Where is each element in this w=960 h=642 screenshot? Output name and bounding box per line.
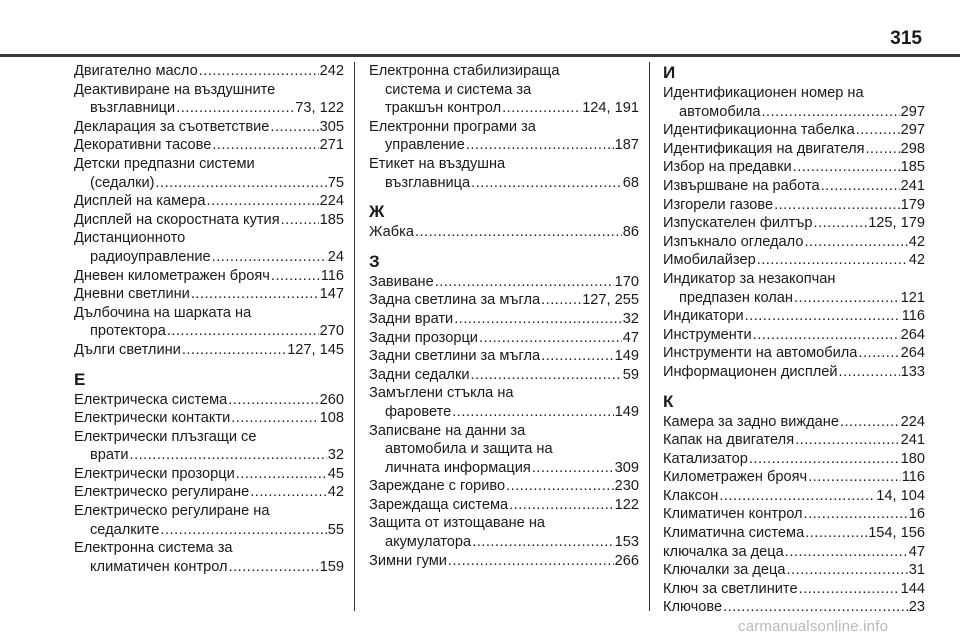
dot-leader [506, 477, 614, 496]
dot-leader [774, 196, 900, 215]
index-entry [663, 505, 925, 524]
dot-leader [130, 446, 327, 465]
index-entry [369, 384, 639, 421]
index-entry [74, 229, 344, 266]
index-entry [369, 62, 639, 118]
index-page-ref: 149 [614, 403, 639, 420]
index-entry-text: Задни врати [369, 310, 454, 327]
index-entry-text: Детски предпазни системи [74, 155, 255, 172]
index-entry [663, 307, 925, 326]
index-page-ref: 180 [900, 450, 925, 467]
index-entry-text: Деактивиране на въздушните [74, 81, 276, 98]
index-page-ref: 24 [327, 248, 344, 265]
index-entry-text: Жабка [369, 224, 414, 241]
index-letter-heading: И [663, 63, 676, 82]
index-entry [74, 428, 344, 465]
index-page-ref: 305 [319, 118, 344, 135]
index-entry-text: Декларация за съответствие [74, 118, 270, 135]
column-divider-1 [354, 62, 355, 611]
dot-leader [207, 192, 319, 211]
index-entry-text: тракшън контрол [385, 100, 502, 117]
dot-leader [229, 558, 319, 577]
dot-leader [270, 118, 318, 137]
dot-leader [212, 248, 327, 267]
index-entry [74, 211, 344, 230]
index-page-ref: 260 [319, 391, 344, 408]
index-entry-text: предпазен колан [679, 289, 793, 306]
index-entry [663, 524, 925, 543]
index-page-ref: 121 [900, 289, 925, 306]
index-entry-text: Декоративни тасове [74, 137, 212, 154]
index-entry [74, 391, 344, 410]
index-entry-text: Инструменти [663, 326, 752, 343]
index-entry-text: Климатичен контрол [663, 506, 803, 523]
index-page-ref: 264 [900, 326, 925, 343]
dot-leader [452, 403, 613, 422]
index-entry [74, 502, 344, 539]
index-page-ref: 42 [327, 484, 344, 501]
dot-leader [757, 251, 908, 270]
dot-leader [435, 273, 614, 292]
dot-leader [466, 136, 614, 155]
dot-leader [191, 285, 319, 304]
index-page-ref: 47 [622, 329, 639, 346]
index-page-ref: 127, 145 [287, 341, 344, 358]
index-entry [663, 468, 925, 487]
index-entry-text: Километражен брояч [663, 469, 808, 486]
index-page-ref: 149 [614, 348, 639, 365]
index-page-ref: 75 [327, 174, 344, 191]
dot-leader [236, 465, 327, 484]
index-entry-text: Дълбочина на шарката на [74, 304, 252, 321]
index-page-ref: 122 [614, 496, 639, 513]
index-page-ref: 23 [908, 599, 925, 616]
index-entry-text: Изгорели газове [663, 196, 774, 213]
dot-leader [479, 329, 622, 348]
index-page-ref: 108 [319, 410, 344, 427]
index-page-ref: 266 [614, 552, 639, 569]
index-entry [369, 422, 639, 478]
index-entry-text: Дистанционното [74, 230, 186, 247]
dot-leader [271, 267, 320, 286]
index-entry-text: Дисплей на скоростната кутия [74, 211, 280, 228]
index-entry-text: Електронна стабилизираща [369, 63, 560, 79]
dot-leader [167, 322, 319, 341]
index-entry-text: личната информация [385, 459, 531, 476]
index-entry-text: Електрическо регулиране на [74, 503, 270, 520]
index-column-2 [369, 62, 639, 570]
index-page-ref: 16 [908, 506, 925, 523]
index-page-ref: 270 [319, 323, 344, 340]
index-entry-text: Електрически контакти [74, 410, 231, 427]
index-letter-heading: Ж [369, 202, 385, 222]
index-column-3 [663, 62, 925, 617]
index-entry-text: Инструменти на автомобила [663, 345, 858, 362]
index-entry-text: управление [385, 137, 465, 154]
dot-leader [804, 233, 907, 252]
index-entry [663, 158, 925, 177]
index-entry [663, 413, 925, 432]
index-entry [369, 477, 639, 496]
dot-leader [415, 223, 622, 242]
index-page-ref: 271 [319, 137, 344, 154]
index-entry-text: система и система за [385, 81, 532, 98]
index-entry-text: Индикатор за незакопчан [663, 270, 836, 287]
index-entry-text: Идентификационен номер на [663, 85, 864, 101]
index-letter-heading: К [663, 391, 674, 411]
dot-leader [176, 99, 294, 118]
index-entry [663, 561, 925, 580]
index-entry-text: Защита от изтощаване на [369, 515, 546, 532]
index-entry-text: Клаксон [663, 487, 719, 504]
index-entry-text: фаровете [385, 403, 452, 420]
index-entry-text: Електрическо регулиране [74, 484, 250, 501]
index-entry-text: Електрическа система [74, 391, 228, 408]
index-entry [369, 273, 639, 292]
index-entry-text: Капак на двигателя [663, 432, 795, 449]
index-entry [663, 450, 925, 469]
index-entry [74, 483, 344, 502]
dot-leader [719, 487, 875, 506]
index-page-ref: 116 [901, 469, 925, 486]
index-page-ref: 124, 191 [582, 100, 639, 117]
index-entry [369, 291, 639, 310]
dot-leader [509, 496, 614, 515]
index-entry [369, 310, 639, 329]
index-page-ref: 224 [319, 193, 344, 210]
index-entry [663, 326, 925, 345]
index-page-ref: 116 [320, 267, 344, 284]
dot-leader [858, 344, 899, 363]
index-entry-text: Задни седалки [369, 366, 470, 383]
dot-leader [785, 543, 908, 562]
index-entry [369, 223, 639, 242]
index-entry [663, 251, 925, 270]
index-page-ref: 32 [327, 447, 344, 464]
index-entry-text: автомобила и защита на [385, 441, 553, 458]
index-entry-text: радиоуправление [90, 248, 211, 265]
index-entry [369, 552, 639, 571]
dot-leader [281, 211, 319, 230]
index-entry-text: възглавница [385, 174, 471, 191]
index-entry [369, 329, 639, 348]
dot-leader [454, 310, 622, 329]
dot-leader [749, 450, 900, 469]
dot-leader [799, 580, 900, 599]
index-page-ref: 185 [900, 159, 925, 176]
index-entry [74, 539, 344, 576]
page-number: 315 [890, 28, 922, 49]
index-entry-text: Етикет на въздушна [369, 155, 506, 172]
index-entry-text: автомобила [679, 103, 761, 120]
index-page-ref: 241 [900, 177, 925, 194]
index-letter-heading: Е [74, 369, 86, 389]
index-page-ref: 31 [908, 562, 925, 579]
index-entry-text: Климатична система [663, 525, 805, 542]
dot-leader [804, 505, 908, 524]
index-entry-text: Ключове [663, 599, 723, 616]
dot-leader [472, 533, 613, 552]
dot-leader [541, 291, 581, 310]
index-entry-text: Идентификационна табелка [663, 122, 855, 139]
index-page-ref: 230 [614, 478, 639, 495]
index-entry [74, 465, 344, 484]
index-entry [663, 196, 925, 215]
index-entry-text: Дневен километражен брояч [74, 267, 270, 284]
index-entry-text: Зареждаща система [369, 496, 509, 513]
index-entry [74, 304, 344, 341]
dot-leader [448, 552, 614, 571]
index-entry-text: Двигателно масло [74, 63, 198, 79]
index-entry [663, 177, 925, 196]
index-page-ref: 86 [622, 224, 639, 241]
index-entry [663, 598, 925, 617]
dot-leader [471, 366, 622, 385]
index-entry-text: Завиване [369, 273, 434, 290]
dot-leader [793, 158, 900, 177]
dot-leader [231, 409, 318, 428]
index-entry [369, 514, 639, 551]
index-entry [663, 121, 925, 140]
dot-leader [182, 341, 286, 360]
index-entry-text: възглавници [90, 100, 176, 117]
index-page-ref: 241 [900, 432, 925, 449]
index-entry-text: Дневни светлини [74, 286, 190, 303]
dot-leader [250, 483, 327, 502]
index-page-ref: 125, 179 [868, 215, 925, 232]
index-entry-text: ключалка за деца [663, 543, 784, 560]
index-entry [74, 136, 344, 155]
index-entry [74, 267, 344, 286]
dot-leader [839, 363, 900, 382]
dot-leader [821, 177, 900, 196]
index-page-ref: 14, 104 [876, 487, 925, 504]
index-entry [663, 543, 925, 562]
index-page-ref: 144 [900, 580, 925, 597]
column-divider-2 [649, 62, 650, 611]
index-entry-text: Електрически плъзгащи се [74, 428, 257, 445]
dot-leader [156, 174, 327, 193]
index-page-ref: 42 [908, 233, 925, 250]
index-entry-text: Записване на данни за [369, 422, 526, 439]
index-entry-text: Дълги светлини [74, 341, 181, 358]
index-entry [74, 81, 344, 118]
index-entry-text: Извършване на работа [663, 177, 820, 194]
index-page-ref: 116 [901, 308, 925, 325]
index-entry [74, 192, 344, 211]
index-entry-text: Информационен дисплей [663, 363, 838, 380]
index-entry-text: Замъглени стъкла на [369, 385, 514, 402]
index-entry [663, 84, 925, 121]
index-entry-text: Изпъкнало огледало [663, 233, 804, 250]
index-entry-text: Идентификация на двигателя [663, 140, 865, 157]
index-page-ref: 73, 122 [295, 100, 344, 117]
dot-leader [541, 347, 613, 366]
index-entry-text: протектора [90, 323, 166, 340]
index-page-ref: 297 [900, 122, 925, 139]
index-entry-text: Електронна система за [74, 540, 233, 557]
index-entry [663, 431, 925, 450]
index-column-1 [74, 62, 344, 576]
index-entry-text: седалките [90, 521, 160, 538]
index-entry [369, 347, 639, 366]
index-entry-text: Избор на предавки [663, 159, 792, 176]
index-entry [74, 62, 344, 81]
dot-leader [723, 598, 908, 617]
index-page-ref: 242 [319, 63, 344, 79]
dot-leader [212, 136, 318, 155]
index-page-ref: 298 [900, 140, 925, 157]
index-entry [74, 409, 344, 428]
index-page-ref: 297 [900, 103, 925, 120]
dot-leader [808, 468, 901, 487]
index-page-ref: 170 [614, 273, 639, 290]
index-entry [663, 580, 925, 599]
dot-leader [814, 214, 868, 233]
dot-leader [761, 103, 899, 122]
dot-leader [745, 307, 901, 326]
index-entry-text: Дисплей на камера [74, 193, 206, 210]
index-entry [74, 118, 344, 137]
index-entry-text: Задни светлини за мъгла [369, 348, 541, 365]
index-entry-text: Задна светлина за мъгла [369, 292, 541, 309]
dot-leader [160, 521, 326, 540]
index-page-ref: 309 [614, 459, 639, 476]
header-rule [0, 54, 960, 57]
index-page-ref: 147 [319, 286, 344, 303]
index-entry-text: (седалки) [90, 174, 155, 191]
dot-leader [795, 431, 900, 450]
index-entry-text: Зареждане с гориво [369, 478, 506, 495]
index-entry [663, 363, 925, 382]
index-entry [369, 366, 639, 385]
index-page-ref: 42 [908, 252, 925, 269]
index-entry-text: акумулатора [385, 534, 472, 551]
dot-leader [471, 174, 622, 193]
index-page-ref: 187 [614, 137, 639, 154]
index-entry [74, 285, 344, 304]
index-page-ref: 224 [900, 413, 925, 430]
dot-leader [199, 62, 319, 81]
index-entry-text: врати [90, 447, 129, 464]
dot-leader [753, 326, 900, 345]
dot-leader [794, 289, 900, 308]
index-entry [74, 155, 344, 192]
index-entry-text: Имобилайзер [663, 252, 756, 269]
index-entry-text: Катализатор [663, 450, 748, 467]
index-entry-text: Ключалки за деца [663, 562, 786, 579]
index-page-ref: 185 [319, 211, 344, 228]
index-page-ref: 47 [908, 543, 925, 560]
index-entry-text: Индикатори [663, 308, 744, 325]
index-entry-text: Електронни програми за [369, 118, 536, 135]
index-entry [663, 214, 925, 233]
dot-leader [228, 391, 318, 410]
index-entry-text: климатичен контрол [90, 558, 228, 575]
index-entry-text: Зимни гуми [369, 552, 447, 569]
index-page-ref: 153 [614, 534, 639, 551]
dot-leader [805, 524, 867, 543]
index-page-ref: 32 [622, 310, 639, 327]
dot-leader [865, 140, 899, 159]
index-entry-text: Задни прозорци [369, 329, 478, 346]
dot-leader [532, 459, 614, 478]
index-entry [369, 155, 639, 192]
index-entry [663, 487, 925, 506]
dot-leader [786, 561, 907, 580]
index-entry-text: Камера за задно виждане [663, 413, 839, 430]
index-page-ref: 179 [900, 196, 925, 213]
watermark: carmanualsonline.info [738, 618, 889, 635]
index-entry [663, 270, 925, 307]
index-page-ref: 133 [900, 363, 925, 380]
index-entry-text: Изпускателен филтър [663, 215, 813, 232]
index-entry [369, 118, 639, 155]
index-page-ref: 55 [327, 521, 344, 538]
index-entry [369, 496, 639, 515]
index-entry [663, 233, 925, 252]
index-entry-text: Ключ за светлините [663, 580, 798, 597]
index-entry-text: Електрически прозорци [74, 465, 235, 482]
index-page-ref: 159 [319, 558, 344, 575]
dot-leader [840, 413, 900, 432]
index-entry [663, 140, 925, 159]
index-page-ref: 264 [900, 345, 925, 362]
index-entry [663, 344, 925, 363]
index-page-ref: 68 [622, 174, 639, 191]
index-page-ref: 154, 156 [868, 525, 925, 542]
index-entry [74, 341, 344, 360]
index-page-ref: 127, 255 [582, 292, 639, 309]
index-page-ref: 59 [622, 366, 639, 383]
index-letter-heading: З [369, 251, 380, 271]
index-page-ref: 45 [327, 465, 344, 482]
dot-leader [856, 121, 900, 140]
dot-leader [502, 99, 581, 118]
